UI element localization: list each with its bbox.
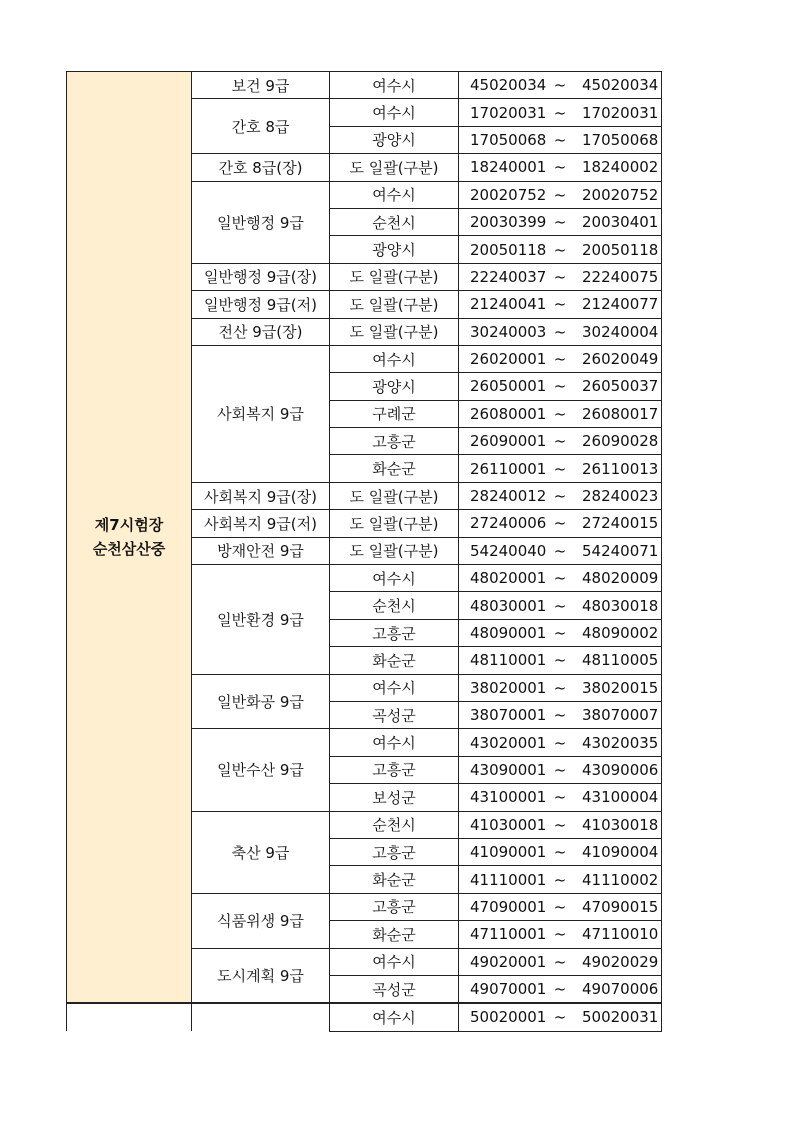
number-range-cell bbox=[459, 565, 662, 592]
range-separator: ~ bbox=[553, 514, 567, 533]
range-separator: ~ bbox=[553, 459, 567, 478]
range-end: 20030401 bbox=[582, 213, 659, 232]
job-title-cell: 사회복지 9급(저) bbox=[192, 510, 330, 537]
venue-school: 순천삼산중 bbox=[92, 540, 166, 559]
range-separator: ~ bbox=[553, 404, 567, 423]
number-range-cell bbox=[459, 893, 662, 920]
range-separator: ~ bbox=[553, 925, 567, 944]
job-title-cell: 일반행정 9급(장) bbox=[192, 263, 330, 290]
range-start: 54240040 bbox=[470, 541, 547, 560]
range-start: 20020752 bbox=[470, 185, 547, 204]
job-title-cell: 일반행정 9급(저) bbox=[192, 291, 330, 318]
range-end: 41090004 bbox=[582, 843, 659, 862]
range-start: 41090001 bbox=[470, 843, 547, 862]
region-cell: 순천시 bbox=[330, 592, 459, 619]
range-separator: ~ bbox=[553, 624, 567, 642]
region-cell: 여수시 bbox=[330, 99, 459, 126]
job-title-cell: 일반행정 9급 bbox=[192, 181, 330, 263]
range-separator: ~ bbox=[553, 678, 567, 697]
region-cell: 구례군 bbox=[330, 400, 459, 427]
job-title-cell: 간호 8급(장) bbox=[192, 154, 330, 181]
region-cell: 화순군 bbox=[330, 866, 459, 893]
region-cell: 보성군 bbox=[330, 784, 459, 811]
range-start: 30240003 bbox=[470, 322, 547, 341]
venue-name: 제7시험장 bbox=[94, 516, 164, 535]
number-range-cell bbox=[459, 291, 662, 318]
range-start: 43090001 bbox=[470, 760, 547, 779]
range-start: 27240006 bbox=[470, 514, 547, 533]
range-separator: ~ bbox=[553, 733, 567, 752]
number-range-cell bbox=[459, 592, 662, 619]
range-end: 49020029 bbox=[582, 952, 659, 971]
region-cell: 고흥군 bbox=[330, 619, 459, 646]
number-range-cell bbox=[459, 154, 662, 181]
range-start: 21240041 bbox=[470, 295, 547, 314]
range-end: 41030018 bbox=[582, 815, 659, 834]
range-separator: ~ bbox=[553, 1008, 567, 1027]
range-separator: ~ bbox=[553, 706, 567, 725]
number-range-cell bbox=[459, 701, 662, 728]
region-cell: 광양시 bbox=[330, 126, 459, 153]
range-start: 38070001 bbox=[470, 706, 547, 725]
range-end: 26050037 bbox=[582, 377, 659, 396]
range-start: 47090001 bbox=[470, 897, 547, 916]
range-separator: ~ bbox=[553, 240, 567, 259]
range-start: 20050118 bbox=[470, 240, 547, 259]
region-cell: 여수시 bbox=[330, 729, 459, 756]
range-start: 41030001 bbox=[470, 815, 547, 834]
venue-cell bbox=[67, 72, 192, 1004]
job-title-cell: 도시계획 9급 bbox=[192, 948, 330, 1003]
job-title-cell: 보건 9급 bbox=[192, 72, 330, 99]
range-end: 30240004 bbox=[582, 322, 659, 341]
range-end: 26020049 bbox=[582, 350, 659, 369]
number-range-cell bbox=[459, 181, 662, 208]
region-cell: 도 일괄(구분) bbox=[330, 263, 459, 290]
range-start: 26080001 bbox=[470, 404, 547, 423]
region-cell: 여수시 bbox=[330, 674, 459, 701]
range-end: 43020035 bbox=[582, 733, 659, 752]
number-range-cell bbox=[459, 455, 662, 482]
range-separator: ~ bbox=[553, 788, 567, 807]
region-cell: 화순군 bbox=[330, 921, 459, 948]
region-cell: 도 일괄(구분) bbox=[330, 318, 459, 345]
range-separator: ~ bbox=[553, 843, 567, 862]
job-title-cell: 식품위생 9급 bbox=[192, 893, 330, 948]
number-range-cell bbox=[459, 729, 662, 756]
region-cell: 화순군 bbox=[330, 647, 459, 674]
range-separator: ~ bbox=[553, 980, 567, 999]
range-separator: ~ bbox=[553, 377, 567, 396]
region-cell: 곡성군 bbox=[330, 975, 459, 1003]
job-title-cell: 방재안전 9급 bbox=[192, 537, 330, 564]
number-range-cell bbox=[459, 619, 662, 646]
range-end: 21240077 bbox=[582, 295, 659, 314]
region-cell: 도 일괄(구분) bbox=[330, 510, 459, 537]
region-cell: 광양시 bbox=[330, 236, 459, 263]
range-end: 48090002 bbox=[582, 624, 659, 642]
region-cell: 고흥군 bbox=[330, 428, 459, 455]
job-title-cell: 일반환경 9급 bbox=[192, 565, 330, 675]
job-title-cell-next bbox=[192, 1003, 330, 1031]
region-cell: 여수시 bbox=[330, 565, 459, 592]
number-range-cell bbox=[459, 784, 662, 811]
region-cell: 곡성군 bbox=[330, 701, 459, 728]
range-separator: ~ bbox=[553, 952, 567, 971]
region-cell: 순천시 bbox=[330, 208, 459, 235]
number-range-cell bbox=[459, 674, 662, 701]
range-separator: ~ bbox=[553, 596, 567, 615]
range-separator: ~ bbox=[553, 541, 567, 560]
number-range-cell bbox=[459, 236, 662, 263]
range-separator: ~ bbox=[553, 815, 567, 834]
range-separator: ~ bbox=[553, 760, 567, 779]
number-range-cell bbox=[459, 99, 662, 126]
range-end: 26080017 bbox=[582, 404, 659, 423]
number-range-cell bbox=[459, 921, 662, 948]
number-range-cell bbox=[459, 428, 662, 455]
range-start: 22240037 bbox=[470, 267, 547, 286]
job-title-cell: 전산 9급(장) bbox=[192, 318, 330, 345]
range-start: 26110001 bbox=[470, 459, 547, 478]
range-separator: ~ bbox=[553, 295, 567, 314]
range-separator: ~ bbox=[553, 185, 567, 204]
region-cell: 여수시 bbox=[330, 345, 459, 372]
table-row bbox=[67, 1003, 662, 1031]
range-start: 49070001 bbox=[470, 980, 547, 999]
region-cell: 고흥군 bbox=[330, 893, 459, 920]
range-end: 47110010 bbox=[582, 925, 659, 944]
range-start: 38020001 bbox=[470, 678, 547, 697]
region-cell: 도 일괄(구분) bbox=[330, 482, 459, 509]
region-cell: 화순군 bbox=[330, 455, 459, 482]
range-start: 18240001 bbox=[470, 158, 547, 177]
number-range-cell bbox=[459, 318, 662, 345]
region-cell: 도 일괄(구분) bbox=[330, 537, 459, 564]
number-range-cell bbox=[459, 263, 662, 290]
exam-roster-table bbox=[66, 71, 662, 1032]
region-cell: 여수시 bbox=[330, 1003, 459, 1031]
number-range-cell bbox=[459, 1003, 662, 1031]
venue-cell-next bbox=[67, 1003, 192, 1031]
range-start: 41110001 bbox=[470, 870, 547, 889]
range-separator: ~ bbox=[553, 76, 567, 95]
number-range-cell bbox=[459, 948, 662, 975]
range-separator: ~ bbox=[553, 350, 567, 369]
range-separator: ~ bbox=[553, 322, 567, 341]
number-range-cell bbox=[459, 975, 662, 1003]
range-start: 48030001 bbox=[470, 596, 547, 615]
range-start: 43020001 bbox=[470, 733, 547, 752]
range-start: 43100001 bbox=[470, 788, 547, 807]
range-start: 26020001 bbox=[470, 350, 547, 369]
region-cell: 여수시 bbox=[330, 72, 459, 99]
range-end: 41110002 bbox=[582, 870, 659, 889]
job-title-cell: 일반수산 9급 bbox=[192, 729, 330, 811]
range-end: 22240075 bbox=[582, 267, 659, 286]
range-end: 45020034 bbox=[582, 76, 659, 95]
range-end: 48020009 bbox=[582, 569, 659, 588]
number-range-cell bbox=[459, 72, 662, 99]
table-row bbox=[67, 72, 662, 99]
range-separator: ~ bbox=[553, 103, 567, 122]
range-start: 48110001 bbox=[470, 651, 547, 670]
range-start: 17020031 bbox=[470, 103, 547, 122]
region-cell: 도 일괄(구분) bbox=[330, 291, 459, 318]
range-separator: ~ bbox=[553, 487, 567, 506]
number-range-cell bbox=[459, 537, 662, 564]
range-end: 50020031 bbox=[582, 1008, 659, 1027]
region-cell: 광양시 bbox=[330, 373, 459, 400]
range-start: 26050001 bbox=[470, 377, 547, 396]
range-start: 47110001 bbox=[470, 925, 547, 944]
number-range-cell bbox=[459, 647, 662, 674]
range-separator: ~ bbox=[553, 897, 567, 916]
range-end: 54240071 bbox=[582, 541, 659, 560]
range-separator: ~ bbox=[553, 130, 567, 149]
region-cell: 순천시 bbox=[330, 811, 459, 838]
region-cell: 여수시 bbox=[330, 181, 459, 208]
range-separator: ~ bbox=[553, 432, 567, 451]
job-title-cell: 사회복지 9급(장) bbox=[192, 482, 330, 509]
range-end: 20020752 bbox=[582, 185, 659, 204]
range-end: 47090015 bbox=[582, 897, 659, 916]
number-range-cell bbox=[459, 373, 662, 400]
range-start: 20030399 bbox=[470, 213, 547, 232]
region-cell: 고흥군 bbox=[330, 838, 459, 865]
region-cell: 고흥군 bbox=[330, 756, 459, 783]
range-end: 18240002 bbox=[582, 158, 659, 177]
range-end: 48030018 bbox=[582, 596, 659, 615]
range-separator: ~ bbox=[553, 569, 567, 588]
job-title-cell: 일반화공 9급 bbox=[192, 674, 330, 729]
job-title-cell: 사회복지 9급 bbox=[192, 345, 330, 482]
range-start: 26090001 bbox=[470, 432, 547, 451]
range-start: 49020001 bbox=[470, 952, 547, 971]
number-range-cell bbox=[459, 126, 662, 153]
range-end: 49070006 bbox=[582, 980, 659, 999]
roster-body bbox=[67, 72, 662, 1032]
number-range-cell bbox=[459, 811, 662, 838]
range-start: 17050068 bbox=[470, 130, 547, 149]
range-separator: ~ bbox=[553, 213, 567, 232]
region-cell: 여수시 bbox=[330, 948, 459, 975]
range-end: 28240023 bbox=[582, 487, 659, 506]
number-range-cell bbox=[459, 345, 662, 372]
number-range-cell bbox=[459, 756, 662, 783]
number-range-cell bbox=[459, 400, 662, 427]
range-end: 17050068 bbox=[582, 130, 659, 149]
number-range-cell bbox=[459, 838, 662, 865]
range-end: 38020015 bbox=[582, 678, 659, 697]
range-separator: ~ bbox=[553, 158, 567, 177]
exam-roster-sheet bbox=[66, 71, 662, 1032]
number-range-cell bbox=[459, 482, 662, 509]
range-start: 48090001 bbox=[470, 624, 547, 642]
range-end: 43100004 bbox=[582, 788, 659, 807]
number-range-cell bbox=[459, 510, 662, 537]
number-range-cell bbox=[459, 866, 662, 893]
range-end: 43090006 bbox=[582, 760, 659, 779]
range-end: 20050118 bbox=[582, 240, 659, 259]
range-end: 38070007 bbox=[582, 706, 659, 725]
range-start: 45020034 bbox=[470, 76, 547, 95]
range-end: 26110013 bbox=[582, 459, 659, 478]
range-end: 17020031 bbox=[582, 103, 659, 122]
range-separator: ~ bbox=[553, 651, 567, 670]
range-end: 48110005 bbox=[582, 651, 659, 670]
range-start: 48020001 bbox=[470, 569, 547, 588]
range-separator: ~ bbox=[553, 870, 567, 889]
job-title-cell: 간호 8급 bbox=[192, 99, 330, 154]
number-range-cell bbox=[459, 208, 662, 235]
range-end: 27240015 bbox=[582, 514, 659, 533]
range-start: 50020001 bbox=[470, 1008, 547, 1027]
range-start: 28240012 bbox=[470, 487, 547, 506]
range-separator: ~ bbox=[553, 267, 567, 286]
job-title-cell: 축산 9급 bbox=[192, 811, 330, 893]
range-end: 26090028 bbox=[582, 432, 659, 451]
region-cell: 도 일괄(구분) bbox=[330, 154, 459, 181]
